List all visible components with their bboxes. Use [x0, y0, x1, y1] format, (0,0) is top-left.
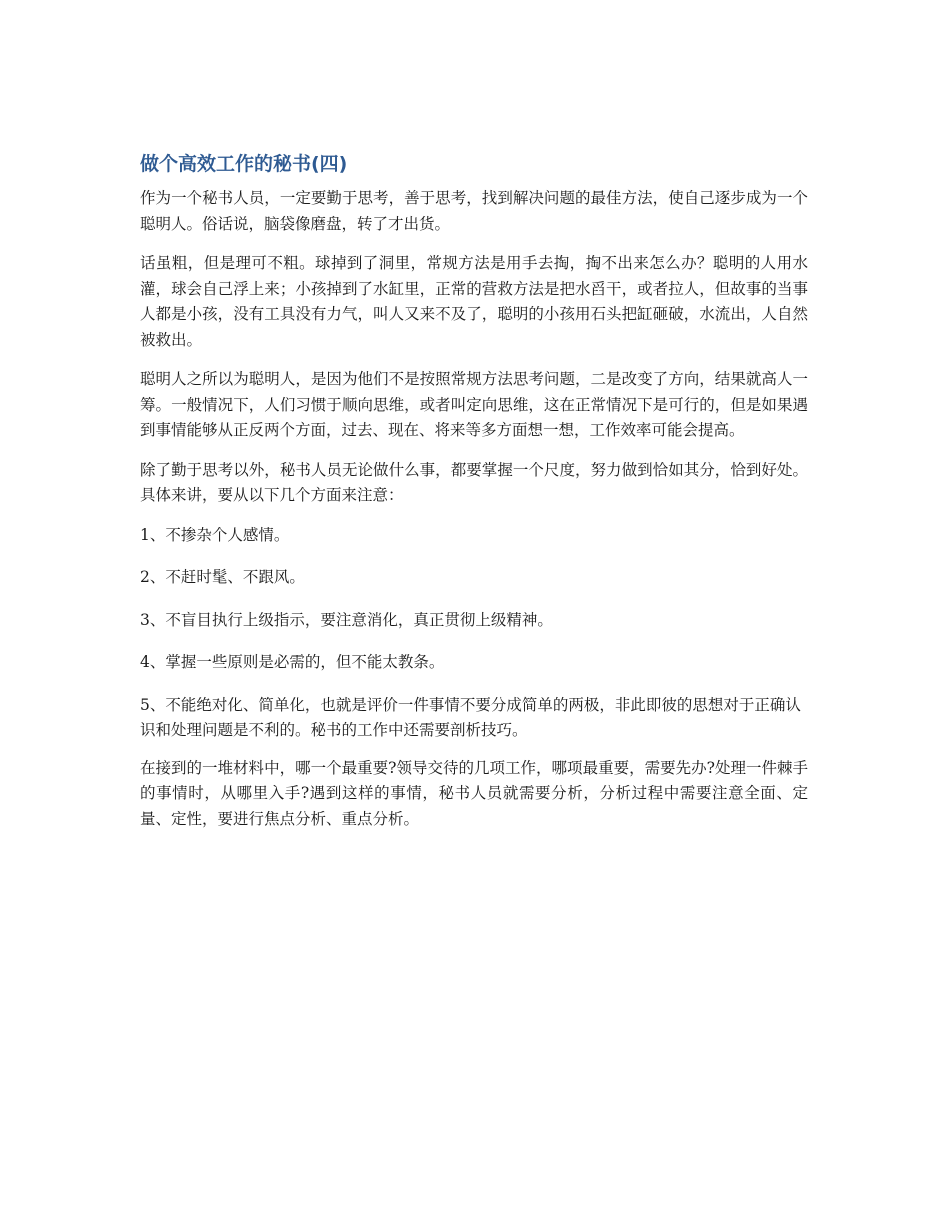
paragraph-example: 话虽粗，但是理可不粗。球掉到了洞里，常规方法是用手去掏，掏不出来怎么办？聪明的人用水灌，球会自己浮上来；小孩掉到了水缸里，正常的营救方法是把水舀干，或者拉人，但故事的当事人都是小孩，没有工具没有力气，叫人又来不及了，聪明的小孩用石头把缸砸破，水流出，人自然被救出。: [140, 254, 808, 349]
list-item: 3、不盲目执行上级指示，要注意消化，真正贯彻上级精神。: [140, 610, 553, 629]
paragraph-intro: 作为一个秘书人员，一定要勤于思考，善于思考，找到解决问题的最佳方法，使自己逐步成为一个聪明人。俗话说，脑袋像磨盘，转了才出货。: [140, 189, 808, 233]
paragraph-thinking: 聪明人之所以为聪明人，是因为他们不是按照常规方法思考问题，二是改变了方向，结果就高人一筹。一般情况下，人们习惯于顺向思维，或者叫定向思维，这在正常情况下是可行的，但是如果遇到事情能够从正反两个方面，过去、现在、将来等多方面想一想，工作效率可能会提高。: [140, 370, 808, 439]
list-item: 4、掌握一些原则是必需的，但不能太教条。: [140, 653, 445, 671]
paragraph-closing: 在接到的一堆材料中，哪一个最重要?领导交待的几项工作，哪项最重要，需要先办?处理一件棘手的事情时，从哪里入手?遇到这样的事情，秘书人员就需要分析，分析过程中需要注意全面、定量、定性，要进行焦点分析、重点分析。: [140, 758, 808, 828]
paragraph-measure: 除了勤于思考以外，秘书人员无论做什么事，都要掌握一个尺度，努力做到恰如其分，恰到好处。具体来讲，要从以下几个方面来注意：: [140, 460, 808, 504]
document-body: [140, 150, 808, 846]
list-item: 1、不掺杂个人感情。: [140, 525, 290, 544]
document-title: 做个高效工作的秘书(四): [140, 153, 348, 175]
list-item: 5、不能绝对化、简单化，也就是评价一件事情不要分成简单的两极，非此即彼的思想对于正确认识和处理问题是不利的。秘书的工作中还需要剖析技巧。: [140, 695, 801, 739]
list-item: 2、不赶时髦、不跟风。: [140, 568, 305, 586]
